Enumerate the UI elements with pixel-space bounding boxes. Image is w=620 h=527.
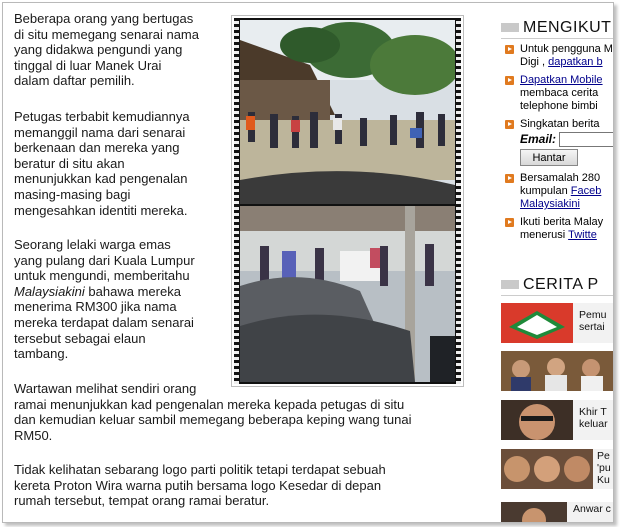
paragraph-3-line-4: Malaysiakini bahawa mereka (14, 283, 181, 299)
story-caption: Khir T keluar (579, 406, 608, 430)
follow-section-title: MENGIKUT (523, 18, 612, 36)
paragraph-4: Wartawan melihat sendiri orang ramai menunjukkan kad pengenalan mereka kepada petugas di situ dan kemudian keluar sambil memegang beberapa keping wang tunai RM50. (14, 381, 412, 443)
email-label: Email: (520, 132, 557, 146)
twitter-link[interactable]: Twitte (568, 229, 597, 241)
follow-item-line: kumpulan Faceb (520, 185, 602, 197)
arrow-bullet-icon (505, 218, 514, 227)
follow-item-twitter[interactable]: Ikuti berita Malay menerusi Twitte (503, 216, 603, 242)
email-input[interactable] (559, 132, 614, 147)
follow-item-email: Singkatan berita (503, 118, 600, 131)
follow-section-header (501, 17, 611, 37)
paragraph-5: Tidak kelihatan sebarang logo parti politik tetapi terdapat sebuah kereta Proton Wira warna putih bersama logo Kesedar di depan rumah tersebut, tempat orang ramai beratur. (14, 462, 386, 509)
arrow-bullet-icon (505, 45, 514, 54)
section-divider (501, 38, 614, 39)
story-caption: Pe 'pu Ku (597, 450, 611, 486)
story-caption: Pemu sertai (579, 309, 607, 333)
photo-frame-bottom (240, 206, 455, 382)
paragraph-1: Beberapa orang yang bertugas di situ memegang senarai nama yang didakwa pengundi yang tinggal di luar Manek Urai dalam daftar pemilih. (14, 11, 199, 89)
stories-section-header (501, 274, 599, 294)
news-photo (231, 15, 464, 387)
section-divider (501, 295, 614, 296)
follow-item-line: menerusi Twitte (520, 229, 597, 241)
dapatkan-mobile-link[interactable]: Dapatkan Mobile (520, 74, 603, 86)
arrow-bullet-icon (505, 120, 514, 129)
stories-section-title: CERITA P (523, 275, 599, 293)
arrow-bullet-icon (505, 76, 514, 85)
story-item[interactable] (501, 351, 614, 391)
photo-filmstrip (234, 18, 461, 384)
story-item[interactable] (501, 449, 614, 489)
story-item[interactable] (501, 400, 614, 440)
story-item[interactable] (501, 303, 614, 343)
follow-item-facebook[interactable]: Bersamalah 280 kumpulan Faceb Malaysiakini (503, 172, 601, 211)
follow-item-mobile[interactable]: Dapatkan Mobile membaca cerita telephone bimbi (503, 74, 603, 113)
story-item[interactable] (501, 497, 614, 523)
facebook-link[interactable]: Faceb (570, 185, 602, 197)
photo-frame-top (240, 20, 455, 204)
arrow-bullet-icon (505, 174, 514, 183)
screenshot-frame (2, 2, 614, 523)
section-bar (501, 23, 519, 32)
malaysiakini-italic: Malaysiakini (14, 283, 85, 299)
story-thumbnail (501, 351, 614, 391)
follow-item-line: Digi , dapatkan b (520, 56, 603, 68)
email-form-row (520, 132, 614, 147)
paragraph-2: Petugas terbabit kemudiannya memanggil nama dari senarai berkenaan dan mereka yang beratur di situ akan menunjukkan kad pengenalan masing-masing bagi mengesahkan identiti mereka. (14, 109, 190, 218)
paragraph-3: Seorang lelaki warga emas yang pulang dari Kuala Lumpur untuk mengundi, memberitahu Malaysiakini bahawa mereka menerima RM300 jika nama mereka terdapat dalam senarai tersebut sebagai elaun tambang. (14, 237, 195, 362)
story-caption: Anwar c (573, 503, 611, 515)
section-bar (501, 280, 519, 289)
hantar-button[interactable]: Hantar (520, 149, 578, 166)
sidebar (498, 3, 614, 523)
dapatkan-link[interactable]: dapatkan b (548, 56, 603, 68)
follow-item-mobile-digi[interactable]: Untuk pengguna M Digi , dapatkan b (503, 43, 613, 69)
malaysiakini-link[interactable]: Malaysiakini (520, 198, 580, 210)
